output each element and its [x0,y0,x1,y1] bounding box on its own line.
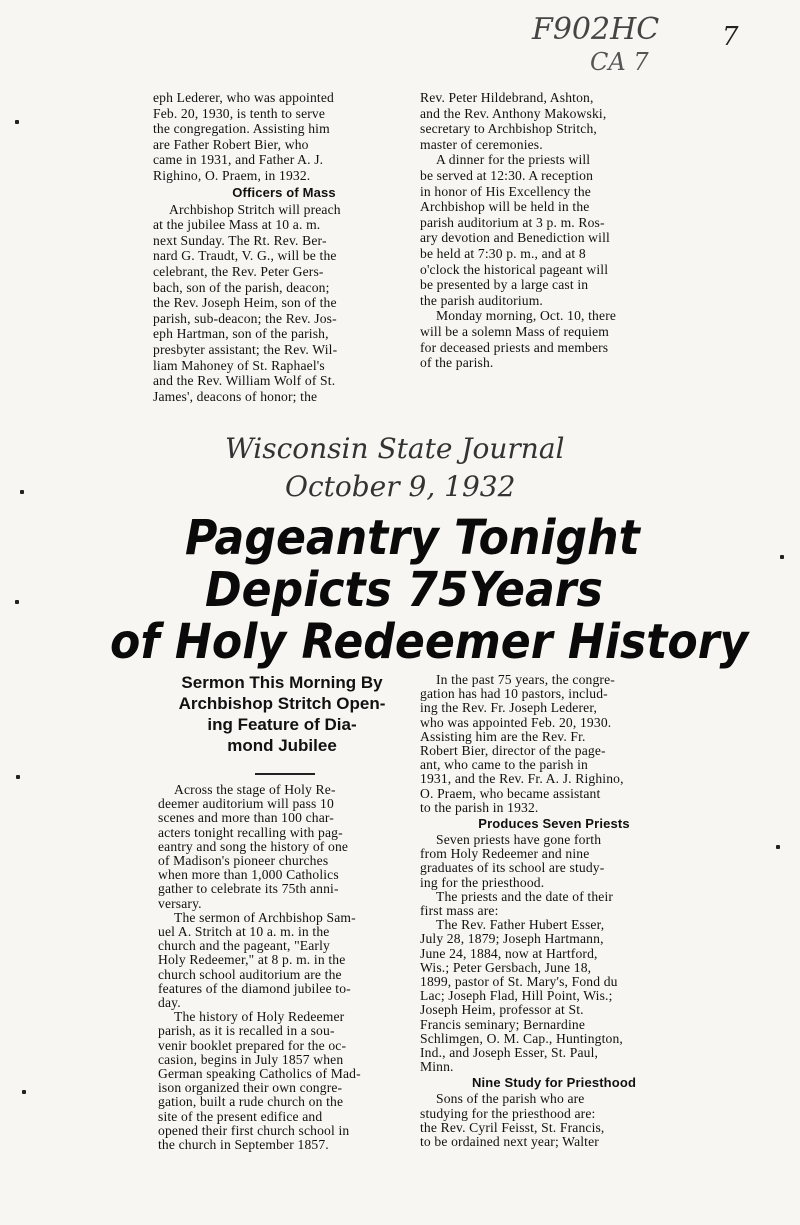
text-line: 1899, pastor of St. Mary's, Fond du [420,974,618,990]
text-line: Schlimgen, O. M. Cap., Huntington, [420,1030,623,1046]
text-line: when more than 1,000 Catholics [158,867,339,883]
text-line: studying for the priesthood are: [420,1105,596,1121]
margin-mark [16,775,20,779]
text-line: the Rev. Joseph Heim, son of the [153,295,337,311]
text-line: be presented by a large cast in [420,277,589,293]
text-line: church school auditorium are the [158,966,342,982]
text-line: ison organized their own congre- [158,1080,343,1096]
text-line: o'clock the historical pageant will [420,261,609,277]
text-line: Archbishop will be held in the [420,199,590,215]
text-line: 1931, and the Rev. Fr. A. J. Righino, [420,771,624,787]
text-line: Robert Bier, director of the page- [420,743,606,759]
text-line: Lac; Joseph Flad, Hill Point, Wis.; [420,988,613,1004]
text-line: July 28, 1879; Joseph Hartmann, [420,931,604,947]
margin-mark [15,120,19,124]
text-line: parish auditorium at 3 p. m. Ros- [420,214,605,230]
text-line: first mass are: [420,903,499,919]
text-line: of the parish. [420,355,494,371]
text-line: nard G. Traudt, V. G., will be the [153,248,337,264]
text-line: ant, who came to the parish in [420,757,588,773]
text-line: Archbishop Stritch will preach [169,201,341,217]
headline-line-1: Pageantry Tonight [185,510,640,566]
text-line: and the Rev. Anthony Makowski, [420,105,607,121]
officers-of-mass-heading: Officers of Mass [232,184,336,200]
top-right-column [420,90,688,371]
text-line: Monday morning, Oct. 10, there [436,308,617,324]
text-line: in honor of His Excellency the [420,183,591,199]
deck-line: Archbishop Stritch Open- [178,694,386,713]
text-line: came in 1931, and Father A. J. [153,152,324,168]
text-line: Ind., and Joseph Esser, St. Paul, [420,1045,599,1061]
text-line: eantry and song the history of one [158,838,349,854]
catalog-sub-annotation: CA 7 [590,48,649,76]
bottom-left-column [158,783,418,1152]
text-line: Holy Redeemer," at 8 p. m. in the [158,952,346,968]
text-line: the Rev. Cyril Feisst, St. Francis, [420,1119,605,1135]
text-line: bach, son of the parish, deacon; [153,279,330,295]
margin-mark [20,490,24,494]
top-left-paragraph-1 [153,90,415,184]
margin-mark [776,845,780,849]
deck-subheadline [142,672,422,756]
margin-mark [780,555,784,559]
text-line: master of ceremonies. [420,136,543,152]
text-line: day. [158,995,181,1011]
text-line: The priests and the date of their [436,888,614,904]
text-line: venir booklet prepared for the oc- [158,1037,347,1053]
text-line: eph Hartman, son of the parish, [153,326,329,342]
produces-seven-priests-heading: Produces Seven Priests [478,816,630,832]
deck-line: mond Jubilee [227,736,337,755]
headline-line-3: of Holy Redeemer History [110,614,749,670]
text-line: site of the present edifice and [158,1108,323,1124]
deck-rule [255,773,315,775]
text-line: the congregation. Assisting him [153,121,330,137]
text-line: Minn. [420,1059,454,1075]
text-line: celebrant, the Rev. Peter Gers- [153,263,324,279]
text-line: to the parish in 1932. [420,799,539,815]
text-line: will be a solemn Mass of requiem [420,323,610,339]
text-line: next Sunday. The Rt. Rev. Ber- [153,232,327,248]
nine-study-heading: Nine Study for Priesthood [471,1075,637,1091]
top-left-column [153,90,415,404]
text-line: casion, begins in July 1857 when [158,1051,344,1067]
text-line: and the Rev. William Wolf of St. [153,373,336,389]
text-line: for deceased priests and members [420,339,609,355]
catalog-annotation: F902HC [532,12,660,47]
text-line: deemer auditorium will pass 10 [158,796,334,812]
deck-line: ing Feature of Dia- [207,715,357,734]
page-number: 7 [722,22,739,52]
text-line: gation has had 10 pastors, includ- [420,686,608,702]
text-line: The Rev. Father Hubert Esser, [436,917,605,933]
text-line: acters tonight recalling with pag- [158,824,343,840]
text-line: Sons of the parish who are [436,1091,585,1107]
text-line: James', deacons of honor; the [153,388,318,404]
text-line: ary devotion and Benediction will [420,230,610,246]
text-line: ing the Rev. Fr. Joseph Lederer, [420,700,598,716]
text-line: are Father Robert Bier, who [153,136,309,152]
text-line: The history of Holy Redeemer [174,1009,345,1025]
text-line: presbyter assistant; the Rev. Wil- [153,341,338,357]
headline-line-2: Depicts 75Years [205,562,603,618]
bottom-right-column [420,673,688,1149]
margin-mark [15,600,19,604]
text-line: Wis.; Peter Gersbach, June 18, [420,959,592,975]
text-line: ing for the priesthood. [420,874,545,890]
text-line: features of the diamond jubilee to- [158,980,351,996]
text-line: parish, as it is recalled in a sou- [158,1023,335,1039]
text-line: graduates of its school are study- [420,860,605,876]
text-line: of Madison's pioneer churches [158,853,329,869]
text-line: gation, built a rude church on the [158,1094,344,1110]
source-annotation-line1: Wisconsin State Journal [225,432,565,465]
text-line: be held at 7:30 p. m., and at 8 [420,245,586,261]
deck-line: Sermon This Morning By [181,673,383,692]
text-line: Feb. 20, 1930, is tenth to serve [153,105,326,121]
text-line: Francis seminary; Bernardine [420,1016,586,1032]
text-line: The sermon of Archbishop Sam- [174,909,356,925]
text-line: gather to celebrate its 75th anni- [158,881,339,897]
top-left-paragraph-2 [153,202,415,405]
text-line: at the jubilee Mass at 10 a. m. [153,217,321,233]
text-line: June 24, 1884, now at Hartford, [420,945,598,961]
text-line: In the past 75 years, the congre- [436,672,615,687]
margin-mark [22,1090,26,1094]
text-line: O. Praem, who became assistant [420,785,601,801]
text-line: uel A. Stritch at 10 a. m. in the [158,924,330,940]
text-line: be served at 12:30. A reception [420,167,594,183]
text-line: Assisting him are the Rev. Fr. [420,728,586,744]
text-line: to be ordained next year; Walter [420,1134,599,1150]
text-line: the church in September 1857. [158,1137,329,1153]
text-line: German speaking Catholics of Mad- [158,1066,361,1082]
text-line: church and the pageant, "Early [158,938,330,954]
text-line: Seven priests have gone forth [436,832,602,848]
text-line: eph Lederer, who was appointed [153,90,334,105]
text-line: secretary to Archbishop Stritch, [420,121,597,137]
text-line: parish, sub-deacon; the Rev. Jos- [153,310,337,326]
text-line: liam Mahoney of St. Raphael's [153,357,325,373]
text-line: Righino, O. Praem, in 1932. [153,167,311,183]
text-line: opened their first church school in [158,1122,350,1138]
text-line: Across the stage of Holy Re- [174,782,336,797]
text-line: from Holy Redeemer and nine [420,846,590,862]
text-line: versary. [158,895,202,911]
source-annotation-line2: October 9, 1932 [285,470,516,503]
text-line: Rev. Peter Hildebrand, Ashton, [420,90,594,105]
text-line: A dinner for the priests will [436,152,591,168]
text-line: who was appointed Feb. 20, 1930. [420,714,612,730]
text-line: scenes and more than 100 char- [158,810,334,826]
text-line: the parish auditorium. [420,292,543,308]
text-line: Joseph Heim, professor at St. [420,1002,584,1018]
